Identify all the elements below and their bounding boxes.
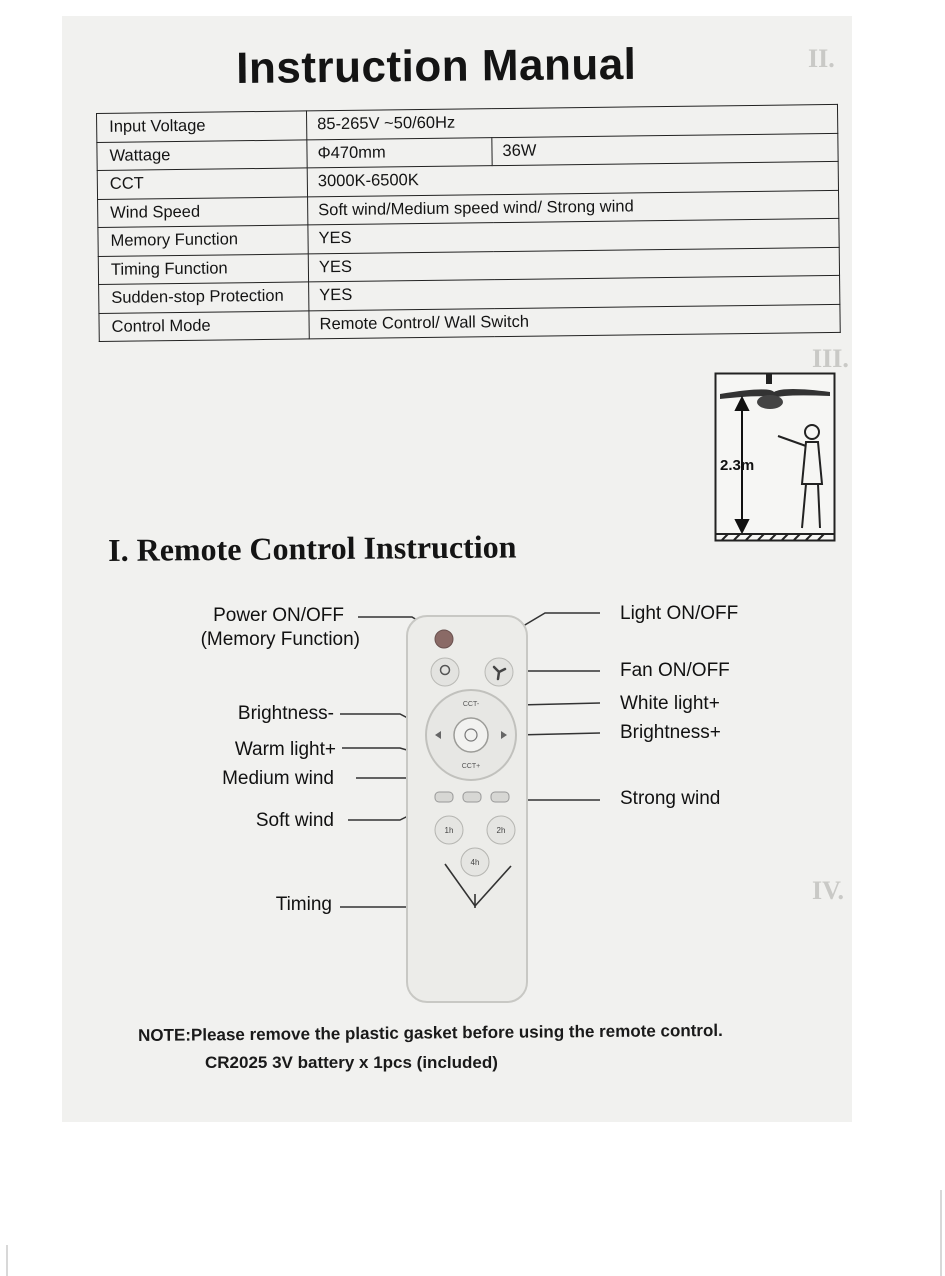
spec-label: Memory Function xyxy=(98,225,308,256)
label-power: Power ON/OFF xyxy=(213,605,344,626)
spec-label: Input Voltage xyxy=(97,111,307,142)
spec-value: YES xyxy=(308,247,839,282)
label-memory-function: (Memory Function) xyxy=(200,629,360,650)
spec-value-secondary: 36W xyxy=(492,133,838,166)
label-light: Light ON/OFF xyxy=(620,603,739,624)
strong-wind-button[interactable] xyxy=(491,792,509,802)
label-warm-light: Warm light+ xyxy=(234,739,336,760)
label-strong-wind: Strong wind xyxy=(620,788,721,809)
bleed-through-heading: II. xyxy=(808,44,835,73)
scan-edge xyxy=(940,1190,942,1276)
section-title: I. Remote Control Instruction xyxy=(108,528,517,568)
spec-label: Wattage xyxy=(97,139,307,170)
spec-label: CCT xyxy=(97,168,307,199)
center-button[interactable] xyxy=(454,718,488,752)
spec-value: YES xyxy=(308,218,839,253)
note-line-1: NOTE:Please remove the plastic gasket before using the remote control. xyxy=(138,1020,723,1045)
bleed-through-heading: IV. xyxy=(812,876,845,905)
cct-up-button[interactable]: CCT- xyxy=(462,701,480,708)
label-brightness-minus: Brightness- xyxy=(237,703,334,724)
timer-4h-label: 4h xyxy=(470,858,480,867)
label-brightness-plus: Brightness+ xyxy=(620,722,721,743)
spec-value: Remote Control/ Wall Switch xyxy=(309,304,840,339)
remote-control xyxy=(405,614,531,1006)
spec-value: 3000K-6500K xyxy=(307,161,838,196)
spec-value: 85-265V ~50/60Hz xyxy=(306,104,837,139)
soft-wind-button[interactable] xyxy=(435,792,453,802)
spec-value: Soft wind/Medium speed wind/ Strong wind xyxy=(308,190,839,225)
label-medium-wind: Medium wind xyxy=(222,768,334,789)
spec-label: Sudden-stop Protection xyxy=(99,282,309,313)
bleed-through-heading: III. xyxy=(812,344,849,373)
spec-label: Timing Function xyxy=(98,253,308,284)
note-line-2: CR2025 3V battery x 1pcs (included) xyxy=(205,1053,498,1072)
fan-button[interactable] xyxy=(485,658,513,686)
spec-value: Φ470mm xyxy=(307,137,492,168)
medium-wind-button[interactable] xyxy=(463,792,481,802)
spec-label: Control Mode xyxy=(99,310,309,341)
spec-value: YES xyxy=(309,275,840,310)
label-white-light: White light+ xyxy=(620,693,720,714)
height-label: 2.3m xyxy=(720,457,755,474)
scan-edge xyxy=(6,1245,8,1276)
spec-label: Wind Speed xyxy=(98,196,308,227)
label-timing: Timing xyxy=(275,894,332,915)
label-soft-wind: Soft wind xyxy=(255,810,334,831)
power-button[interactable] xyxy=(435,630,453,648)
label-fan: Fan ON/OFF xyxy=(620,660,730,681)
page-title: Instruction Manual xyxy=(236,39,637,93)
timer-1h-label: 1h xyxy=(444,826,454,835)
cct-down-button[interactable]: CCT+ xyxy=(461,763,481,770)
timer-2h-label: 2h xyxy=(496,826,506,835)
light-button[interactable] xyxy=(431,658,459,686)
